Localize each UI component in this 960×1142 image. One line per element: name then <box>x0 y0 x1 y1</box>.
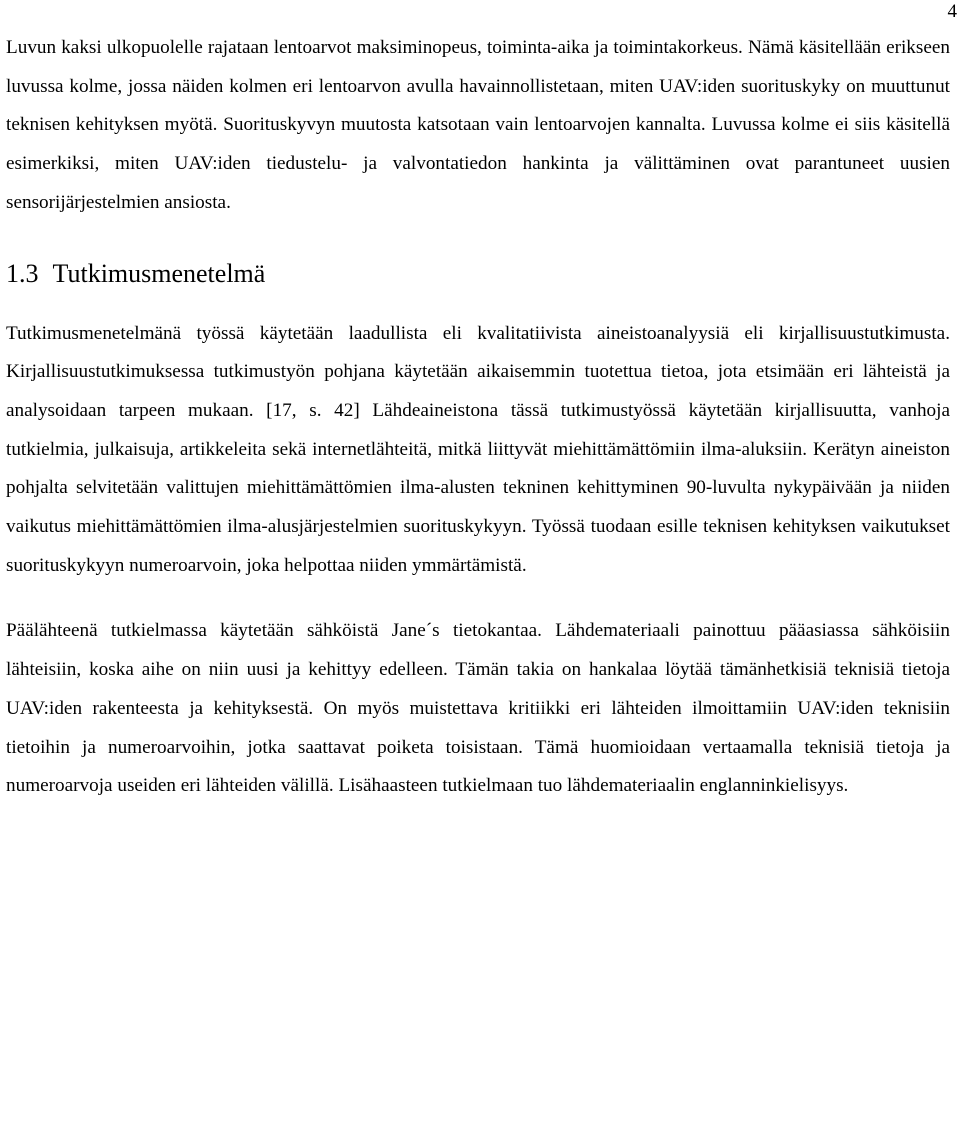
page-number: 4 <box>947 1 957 22</box>
section-title: Tutkimusmenetelmä <box>52 258 266 288</box>
section-number: 1.3 <box>6 258 39 288</box>
document-body <box>6 29 950 806</box>
section-heading <box>6 256 950 292</box>
paragraph-main-sources: Päälähteenä tutkielmassa käytetään sähköistä Jane´s tietokantaa. Lähdemateriaali painottuu pääasiassa sähköisiin lähteisiin, koska aihe on niin uusi ja kehittyy edelleen. Tämän takia on hankalaa löytää tämänhetkisiä teknisiä tietoja UAV:iden rakenteesta ja kehityksestä. On myös muistettava kritiikki eri lähteiden ilmoittamiin UAV:iden teknisiin tietoihin ja numeroarvoihin, jotka saattavat poiketa toisistaan. Tämä huomioidaan vertaamalla teknisiä tietoja ja numeroarvoja useiden eri lähteiden välillä. Lisähaasteen tutkielmaan tuo lähdemateriaalin englanninkielisyys. <box>6 620 950 797</box>
paragraph-research-method: Tutkimusmenetelmänä työssä käytetään laadullista eli kvalitatiivista aineistoanalyysiä eli kirjallisuustutkimusta. Kirjallisuustutkimuksessa tutkimustyön pohjana käytetään aikaisemmin tuotettua tietoa, jota etsimään eri lähteistä ja analysoidaan tarpeen mukaan. [17, s. 42] Lähdeaineistona tässä tutkimustyössä käytetään kirjallisuutta, vanhoja tutkielmia, julkaisuja, artikkeleita sekä internetlähteitä, mitkä liittyvät miehittämättömiin ilma-aluksiin. Kerätyn aineiston pohjalta selvitetään valittujen miehittämättömien ilma-alusten tekninen kehittyminen 90-luvulta nykypäivään ja niiden vaikutus miehittämättömien ilma-alusjärjestelmien suorituskykyyn. Työssä tuodaan esille teknisen kehityksen vaikutukset suorituskykyyn numeroarvoin, joka helpottaa niiden ymmärtämistä. <box>6 322 950 576</box>
paragraph-scope-limits: Luvun kaksi ulkopuolelle rajataan lentoarvot maksiminopeus, toiminta-aika ja toimintakorkeus. Nämä käsitellään erikseen luvussa kolme, jossa näiden kolmen eri lentoarvon avulla havainnollistetaan, miten UAV:iden suorituskyky on muuttunut teknisen kehityksen myötä. Suorituskyvyn muutosta katsotaan vain lentoarvojen kannalta. Luvussa kolme ei siis käsitellä esimerkiksi, miten UAV:iden tiedustelu- ja valvontatiedon hankinta ja välittäminen ovat parantuneet uusien sensorijärjestelmien ansiosta. <box>6 37 950 213</box>
